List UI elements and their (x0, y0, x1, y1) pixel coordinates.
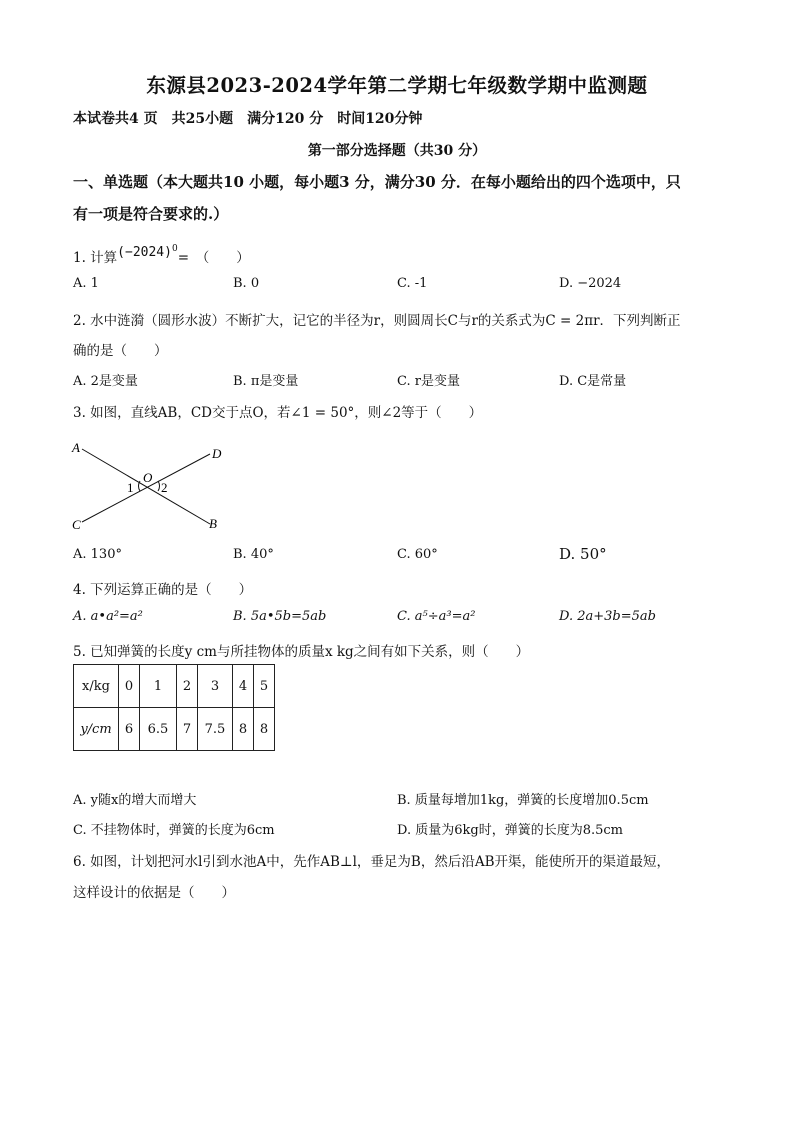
table-cell: 2 (177, 665, 198, 708)
q3-stem: 3. 如图，直线AB，CD交于点O，若∠1 = 50°，则∠2等于（ ） (73, 405, 483, 421)
table-row (74, 665, 275, 708)
q2-option-c: C. r是变量 (397, 374, 460, 389)
table-cell: 3 (198, 665, 233, 708)
exam-meta: 本试卷共4 页 共25小题 满分120 分 时间120分钟 (73, 111, 423, 127)
q1-stem-prefix: 1. 计算 (73, 250, 118, 266)
table-cell: 1 (140, 665, 177, 708)
q3-option-b: B. 40° (233, 547, 274, 562)
q1-expression: (−2024) (117, 245, 172, 260)
q2-option-a: A. 2是变量 (73, 374, 138, 389)
table-cell: 7.5 (198, 708, 233, 751)
q1-stem (73, 243, 250, 266)
table-cell: 8 (233, 708, 254, 751)
q4-option-c: C. a⁵÷a³=a² (397, 609, 476, 624)
q6-stem-line1: 6. 如图，计划把河水l引到水池A中，先作AB⊥l，垂足为B，然后沿AB开渠，能使所开的渠道最短， (73, 854, 671, 870)
q5-option-b: B. 质量每增加1kg，弹簧的长度增加0.5cm (397, 793, 649, 808)
q5-data-table (73, 664, 275, 751)
label-a: A (72, 440, 80, 455)
label-c: C (72, 517, 81, 532)
exam-title: 东源县2023-2024学年第二学期七年级数学期中监测题 (146, 74, 648, 97)
table-cell: y/cm (74, 708, 119, 751)
q3-option-a: A. 130° (73, 547, 122, 562)
q1-option-c: C. -1 (397, 276, 428, 291)
q1-option-b: B. 0 (233, 276, 260, 291)
q3-option-c: C. 60° (397, 547, 438, 562)
label-o: O (143, 470, 153, 485)
q4-option-d: D. 2a+3b=5ab (559, 609, 656, 624)
q2-stem-line1: 2. 水中涟漪（圆形水波）不断扩大，记它的半径为r，则圆周长C与r的关系式为C = 2πr．下列判断正 (73, 313, 681, 329)
q3-figure (62, 436, 232, 536)
q2-stem-line2: 确的是（ ） (73, 343, 168, 359)
q4-stem: 4. 下列运算正确的是（ ） (73, 582, 253, 598)
section1-line2: 有一项是符合要求的.） (73, 205, 229, 223)
q5-option-a: A. y随x的增大而增大 (73, 793, 197, 808)
q5-option-d: D. 质量为6kg时，弹簧的长度为8.5cm (397, 823, 623, 838)
label-b: B (209, 516, 217, 531)
table-cell: 6 (119, 708, 140, 751)
table-cell: 5 (254, 665, 275, 708)
q1-option-d: D. −2024 (559, 276, 622, 291)
q1-exponent: 0 (171, 243, 178, 254)
q4-option-b: B. 5a•5b=5ab (233, 609, 327, 624)
q6-stem-line2: 这样设计的依据是（ ） (73, 885, 235, 901)
label-angle1: 1 (127, 480, 134, 495)
line-ab (82, 449, 210, 524)
table-cell: 8 (254, 708, 275, 751)
table-cell: x/kg (74, 665, 119, 708)
q1-stem-suffix: = （ ） (177, 250, 250, 266)
line-cd (82, 454, 210, 522)
q2-option-b: B. π是变量 (233, 374, 299, 389)
q5-option-c: C. 不挂物体时，弹簧的长度为6cm (73, 823, 275, 838)
q2-option-d: D. C是常量 (559, 374, 627, 389)
table-cell: 7 (177, 708, 198, 751)
section1-line1: 一、单选题（本大题共10 小题，每小题3 分，满分30 分．在每小题给出的四个选项中，只 (73, 173, 681, 191)
label-angle2: 2 (161, 480, 168, 495)
table-row (74, 708, 275, 751)
q1-option-a: A. 1 (73, 276, 99, 291)
q4-option-a: A. a•a²=a² (73, 609, 143, 624)
angle2-arc (158, 481, 160, 491)
q3-option-d: D. 50° (559, 545, 607, 563)
label-d: D (212, 446, 222, 461)
table-cell: 0 (119, 665, 140, 708)
part1-header: 第一部分选择题（共30 分） (307, 143, 487, 159)
q5-stem: 5. 已知弹簧的长度y cm与所挂物体的质量x kg之间有如下关系，则（ ） (73, 644, 530, 660)
table-cell: 6.5 (140, 708, 177, 751)
table-cell: 4 (233, 665, 254, 708)
